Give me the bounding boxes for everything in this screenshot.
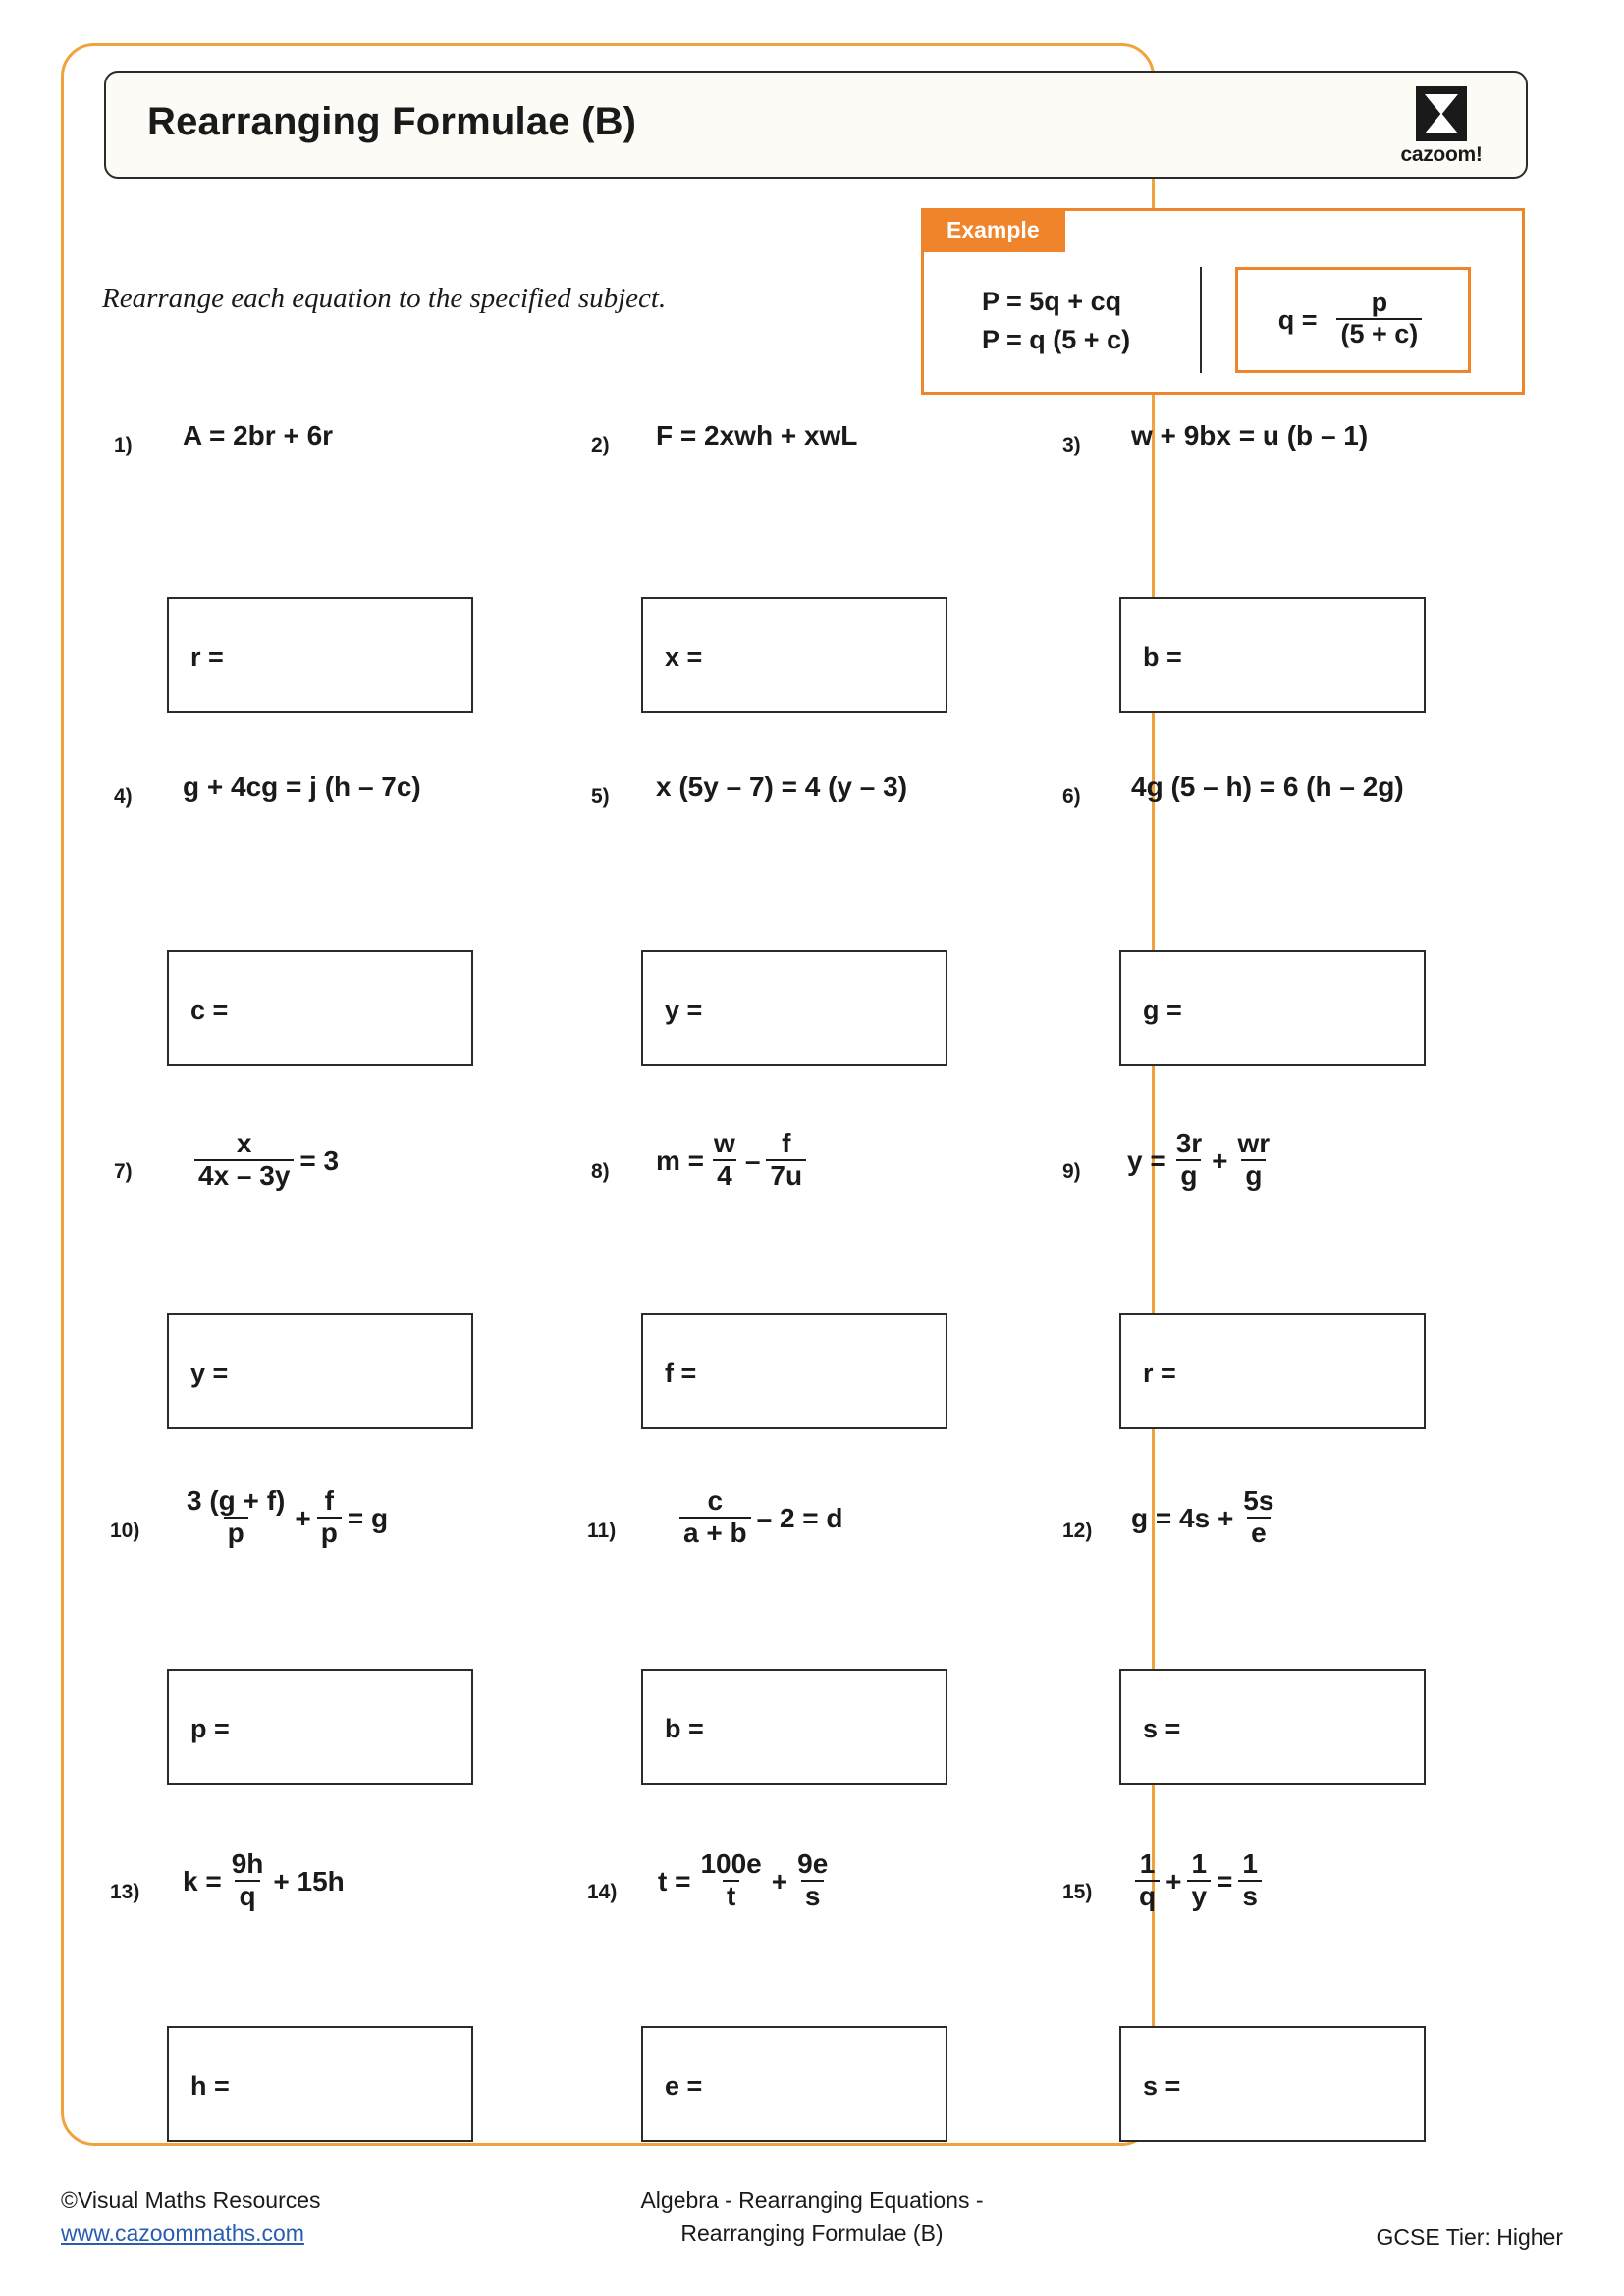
title-bar <box>104 71 1528 179</box>
cazoom-logo <box>1382 86 1500 171</box>
question-4-equation: g + 4cg = j (h – 7c) <box>183 772 421 802</box>
q12-f1-denominator: e <box>1247 1517 1271 1547</box>
q8-f1-numerator: w <box>714 1128 735 1158</box>
q10-f2-denominator: p <box>317 1517 342 1547</box>
q15-f1-denominator: q <box>1135 1880 1160 1910</box>
q8-lhs: m = <box>656 1146 705 1177</box>
q7-denominator: 4x – 3y <box>194 1159 294 1190</box>
logo-wordmark: cazoom! <box>1400 143 1483 166</box>
q12-lhs: g = 4s + <box>1131 1503 1234 1534</box>
q10-operator: + <box>295 1503 311 1534</box>
q15-f2-denominator: y <box>1187 1880 1211 1910</box>
q15-f3-numerator: 1 <box>1242 1848 1258 1879</box>
q10-rhs: = g <box>347 1503 389 1534</box>
answer-label-10: p = <box>190 1714 230 1743</box>
question-number-7: 7) <box>114 1160 133 1183</box>
footer-subject-line-1: Algebra - Rearranging Equations - <box>640 2187 984 2213</box>
q15-f1-numerator: 1 <box>1139 1848 1156 1879</box>
q14-f2-numerator: 9e <box>797 1848 829 1879</box>
example-tab-label: Example <box>921 208 1065 252</box>
q14-operator: + <box>771 1866 788 1897</box>
answer-box-2[interactable] <box>641 597 947 713</box>
answer-box-11[interactable] <box>641 1669 947 1785</box>
q9-f1-denominator: g <box>1176 1159 1201 1190</box>
q13-rhs: + 15h <box>273 1866 345 1897</box>
answer-box-3[interactable] <box>1119 597 1426 713</box>
q13-f1-numerator: 9h <box>231 1848 264 1879</box>
question-number-4: 4) <box>114 785 133 808</box>
q15-operator: + <box>1165 1866 1182 1897</box>
q8-f2-numerator: f <box>782 1128 791 1158</box>
question-2-equation: F = 2xwh + xwL <box>656 420 858 451</box>
q15-fraction-3 <box>1238 1849 1262 1911</box>
q9-f2-numerator: wr <box>1237 1128 1271 1158</box>
answer-box-1[interactable] <box>167 597 473 713</box>
answer-label-6: g = <box>1143 995 1182 1025</box>
question-number-13: 13) <box>110 1881 140 1903</box>
question-3-equation: w + 9bx = u (b – 1) <box>1131 420 1369 451</box>
q13-fraction-1 <box>228 1849 268 1911</box>
question-1-equation: A = 2br + 6r <box>183 420 334 451</box>
q15-f2-numerator: 1 <box>1191 1848 1208 1879</box>
q10-fraction-2 <box>317 1486 342 1548</box>
q9-lhs: y = <box>1127 1146 1166 1177</box>
q8-f2-denominator: 7u <box>766 1159 806 1190</box>
answer-label-1: r = <box>190 642 224 671</box>
question-9-equation <box>1127 1128 1279 1193</box>
q10-f1-numerator: 3 (g + f) <box>187 1485 286 1516</box>
hourglass-icon <box>1416 86 1467 141</box>
q11-rhs: – 2 = d <box>756 1503 843 1534</box>
answer-label-15: s = <box>1143 2071 1181 2101</box>
example-answer-fraction <box>1336 289 1422 348</box>
q7-rhs: = 3 <box>299 1146 340 1177</box>
q13-lhs: k = <box>183 1866 222 1897</box>
page-title: Rearranging Formulae (B) <box>147 100 637 143</box>
answer-box-7[interactable] <box>167 1313 473 1429</box>
answer-label-13: h = <box>190 2071 230 2101</box>
answer-box-6[interactable] <box>1119 950 1426 1066</box>
question-number-14: 14) <box>587 1881 618 1903</box>
question-number-8: 8) <box>591 1160 610 1183</box>
q14-fraction-1 <box>696 1849 765 1911</box>
question-number-10: 10) <box>110 1520 140 1542</box>
q12-f1-numerator: 5s <box>1243 1485 1274 1516</box>
question-11-equation <box>674 1485 843 1550</box>
q10-f2-numerator: f <box>324 1485 334 1516</box>
question-number-2: 2) <box>591 434 610 456</box>
footer <box>0 2177 1624 2285</box>
answer-box-4[interactable] <box>167 950 473 1066</box>
question-number-5: 5) <box>591 785 610 808</box>
q7-numerator: x <box>236 1128 252 1158</box>
q9-fraction-2 <box>1234 1129 1274 1191</box>
instruction-text: Rearrange each equation to the specified subject. <box>102 283 667 314</box>
q14-f1-numerator: 100e <box>700 1848 762 1879</box>
q8-operator: – <box>744 1146 761 1177</box>
answer-box-8[interactable] <box>641 1313 947 1429</box>
q10-f1-denominator: p <box>224 1517 248 1547</box>
q15-equals: = <box>1217 1866 1233 1897</box>
q9-f2-denominator: g <box>1241 1159 1266 1190</box>
q15-f3-denominator: s <box>1238 1880 1262 1910</box>
q12-fraction-1 <box>1239 1486 1277 1548</box>
answer-label-2: x = <box>665 642 703 671</box>
example-answer <box>1235 267 1471 373</box>
footer-subject-line-2: Rearranging Formulae (B) <box>680 2220 944 2246</box>
q9-f1-numerator: 3r <box>1175 1128 1203 1158</box>
example-answer-numerator: p <box>1371 287 1388 317</box>
example-line-2: P = q (5 + c) <box>982 325 1131 354</box>
question-14-equation <box>658 1848 838 1913</box>
q11-fraction-1 <box>679 1486 751 1548</box>
q14-fraction-2 <box>793 1849 832 1911</box>
question-number-15: 15) <box>1062 1881 1093 1903</box>
q8-fraction-2 <box>766 1129 806 1191</box>
example-line-1: P = 5q + cq <box>982 287 1122 316</box>
example-divider <box>1200 267 1202 373</box>
answer-label-7: y = <box>190 1359 229 1388</box>
answer-label-12: s = <box>1143 1714 1181 1743</box>
question-5-equation: x (5y – 7) = 4 (y – 3) <box>656 772 908 802</box>
q8-f1-denominator: 4 <box>713 1159 736 1190</box>
answer-label-14: e = <box>665 2071 703 2101</box>
question-6-equation: 4g (5 – h) = 6 (h – 2g) <box>1131 772 1404 802</box>
footer-tier: GCSE Tier: Higher <box>1376 2224 1563 2250</box>
q11-f1-denominator: a + b <box>679 1517 751 1547</box>
answer-label-9: r = <box>1143 1359 1176 1388</box>
answer-box-12[interactable] <box>1119 1669 1426 1785</box>
answer-label-8: f = <box>665 1359 697 1388</box>
q10-fraction-1 <box>183 1486 289 1548</box>
question-number-9: 9) <box>1062 1160 1081 1183</box>
example-answer-lhs: q = <box>1277 304 1318 335</box>
question-7-equation <box>189 1128 340 1193</box>
answer-label-3: b = <box>1143 642 1182 671</box>
answer-label-4: c = <box>190 995 229 1025</box>
question-8-equation <box>656 1128 812 1193</box>
question-number-1: 1) <box>114 434 133 456</box>
answer-box-9[interactable] <box>1119 1313 1426 1429</box>
q15-fraction-1 <box>1135 1849 1160 1911</box>
q13-f1-denominator: q <box>235 1880 259 1910</box>
q14-f2-denominator: s <box>801 1880 825 1910</box>
question-number-3: 3) <box>1062 434 1081 456</box>
q9-operator: + <box>1212 1146 1228 1177</box>
answer-box-13[interactable] <box>167 2026 473 2142</box>
q14-lhs: t = <box>658 1866 691 1897</box>
answer-label-5: y = <box>665 995 703 1025</box>
question-number-11: 11) <box>587 1520 617 1542</box>
answer-box-15[interactable] <box>1119 2026 1426 2142</box>
question-number-6: 6) <box>1062 785 1081 808</box>
question-10-equation <box>177 1485 389 1550</box>
footer-copyright: ©Visual Maths Resources <box>61 2187 321 2213</box>
footer-website-link[interactable]: www.cazoommaths.com <box>61 2220 304 2246</box>
q11-f1-numerator: c <box>707 1485 724 1516</box>
answer-label-11: b = <box>665 1714 704 1743</box>
q8-fraction-1 <box>710 1129 739 1191</box>
question-13-equation <box>183 1848 345 1913</box>
question-15-equation <box>1129 1848 1268 1913</box>
q9-fraction-1 <box>1172 1129 1206 1191</box>
example-working <box>982 283 1130 359</box>
answer-box-5[interactable] <box>641 950 947 1066</box>
answer-box-14[interactable] <box>641 2026 947 2142</box>
q14-f1-denominator: t <box>723 1880 739 1910</box>
q7-fraction <box>194 1129 294 1191</box>
question-12-equation <box>1131 1485 1283 1550</box>
example-answer-denominator: (5 + c) <box>1336 318 1422 347</box>
question-number-12: 12) <box>1062 1520 1093 1542</box>
answer-box-10[interactable] <box>167 1669 473 1785</box>
q15-fraction-2 <box>1187 1849 1211 1911</box>
